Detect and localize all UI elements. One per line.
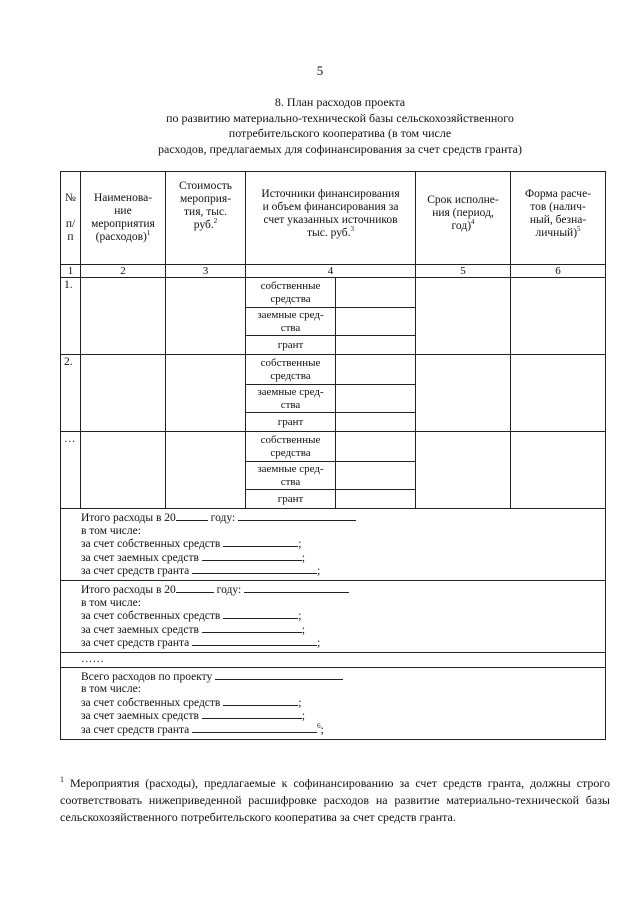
- header-number: № п/ п: [61, 172, 81, 265]
- header-name: Наименова- ние мероприятия (расходов)$^1$: [81, 172, 166, 265]
- header-cost: Стоимость мероприя- тия, тыс. руб.$^2$: [166, 172, 246, 265]
- table-row: [61, 278, 606, 308]
- in-that-label: в том числе:: [81, 524, 141, 537]
- project-total-block: [61, 667, 606, 739]
- year-total-line: Итого расходы в 20 году:: [81, 511, 605, 525]
- footnote-marker: 1: [60, 775, 64, 784]
- title-line: 8. План расходов проекта: [274, 95, 406, 109]
- row-index: 2.: [61, 355, 81, 432]
- year-total-cell: [61, 509, 606, 581]
- grant-funds-line: за счет средств гранта ;: [81, 637, 321, 649]
- source-own: собственные средства: [246, 432, 336, 462]
- project-total-cell: [61, 667, 606, 739]
- borrowed-funds-line: за счет заемных средств ;: [81, 551, 306, 564]
- row-index: 1.: [61, 278, 81, 355]
- source-grant-value: [336, 490, 416, 509]
- ellipsis-cell: ……: [61, 653, 606, 668]
- project-total-line: Всего расходов по проекту: [81, 670, 605, 684]
- column-number: 1: [61, 265, 81, 278]
- row-term-cell: [416, 278, 511, 355]
- row-term-cell: [416, 432, 511, 509]
- row-payment-cell: [511, 278, 606, 355]
- source-own: собственные средства: [246, 278, 336, 308]
- footnote: [60, 775, 610, 826]
- row-name-cell: [81, 278, 166, 355]
- year-total-cell: [61, 581, 606, 653]
- source-borrowed: заемные сред- ства: [246, 308, 336, 336]
- title-line: потребительского кооператива (в том числе: [228, 126, 452, 140]
- column-number-row: [61, 265, 606, 278]
- source-borrowed-value: [336, 308, 416, 336]
- source-own-value: [336, 278, 416, 308]
- document-title: [60, 95, 620, 157]
- row-payment-cell: [511, 432, 606, 509]
- source-own: собственные средства: [246, 355, 336, 385]
- source-own-value: [336, 432, 416, 462]
- own-funds-line: за счет собственных средств ;: [81, 696, 302, 709]
- header-row: [61, 172, 606, 265]
- row-cost-cell: [166, 432, 246, 509]
- row-cost-cell: [166, 355, 246, 432]
- ellipsis-row: [61, 653, 606, 668]
- year-total-line: Итого расходы в 20 году:: [81, 583, 605, 597]
- title-line: расходов, предлагаемых для софинансирования за счет средств гранта): [158, 141, 522, 156]
- source-borrowed-value: [336, 462, 416, 490]
- source-grant: грант: [246, 490, 336, 509]
- column-number: 4: [246, 265, 416, 278]
- year-total-block: [61, 581, 606, 653]
- source-borrowed: заемные сред- ства: [246, 385, 336, 413]
- source-own-value: [336, 355, 416, 385]
- in-that-label: в том числе:: [81, 683, 141, 695]
- source-grant-value: [336, 413, 416, 432]
- source-borrowed: заемные сред- ства: [246, 462, 336, 490]
- column-number: 6: [511, 265, 606, 278]
- row-name-cell: [81, 432, 166, 509]
- row-cost-cell: [166, 278, 246, 355]
- expense-plan-table: [60, 171, 606, 740]
- footnote-text: Мероприятия (расходы), предлагаемые к софинансированию за счет средств гранта, должны строго соответствовать нижеприведенной расшифровке расходов на развитие материально-технической базы сельскохозяйственного потребительского кооператива за счет средств гранта.: [60, 776, 610, 824]
- table-row: [61, 355, 606, 385]
- source-grant: грант: [246, 336, 336, 355]
- title-line: по развитию материально-технической базы сельскохозяйственного: [166, 110, 514, 125]
- row-name-cell: [81, 355, 166, 432]
- row-term-cell: [416, 355, 511, 432]
- borrowed-funds-line: за счет заемных средств ;: [81, 710, 306, 722]
- own-funds-line: за счет собственных средств ;: [81, 610, 302, 622]
- own-funds-line: за счет собственных средств ;: [81, 538, 302, 550]
- source-grant: грант: [246, 413, 336, 432]
- column-number: 5: [416, 265, 511, 278]
- page-number: 5: [316, 63, 324, 78]
- column-number: 2: [81, 265, 166, 278]
- header-sources: Источники финансирования и объем финансирования за счет указанных источников тыс. руб.$^3$: [246, 172, 416, 265]
- row-index: …: [61, 432, 81, 509]
- source-borrowed-value: [336, 385, 416, 413]
- column-number: 3: [166, 265, 246, 278]
- borrowed-funds-line: за счет заемных средств ;: [81, 623, 306, 636]
- source-grant-value: [336, 336, 416, 355]
- header-payment-form: Форма расче- тов (налич- ный, безна- личный)$^5$: [511, 172, 606, 265]
- table-row: [61, 432, 606, 462]
- row-payment-cell: [511, 355, 606, 432]
- in-that-label: в том числе:: [81, 596, 141, 609]
- grant-funds-line: за счет средств гранта ;: [81, 565, 321, 577]
- grant-funds-line: за счет средств гранта $^6$;: [81, 721, 324, 736]
- header-term: Срок исполне- ния (период, год)$^4$: [416, 172, 511, 265]
- year-total-block: [61, 509, 606, 581]
